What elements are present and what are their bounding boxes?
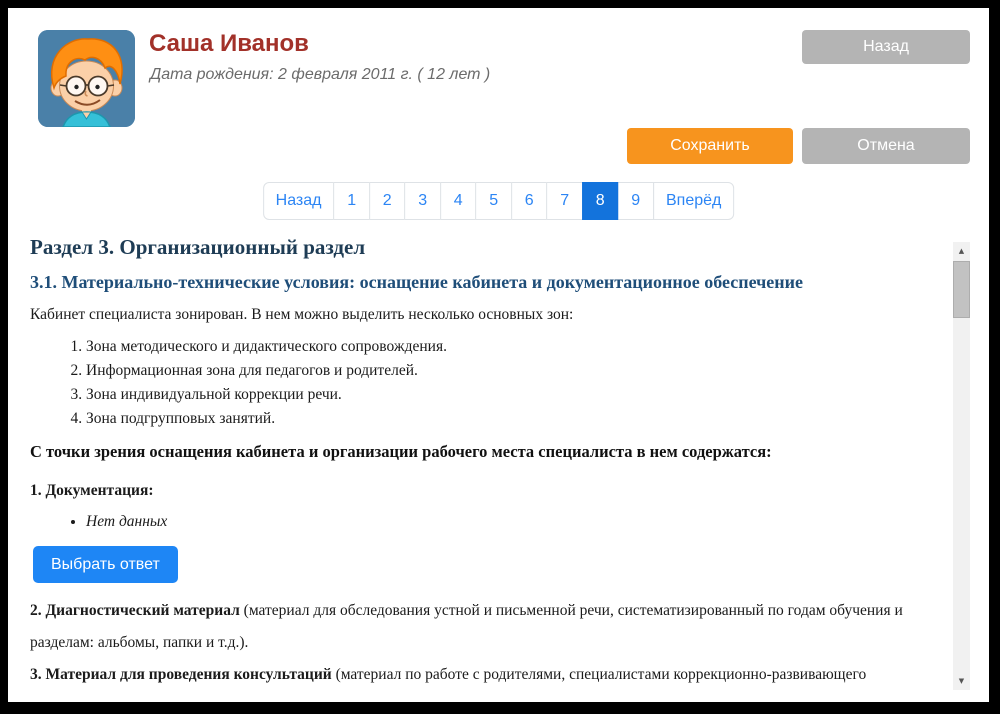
list-item: 1. Зона методического и дидактического сопровождения. [86, 335, 910, 359]
pagination-page-9[interactable]: 9 [617, 182, 654, 220]
item2-paragraph [30, 595, 942, 659]
item3-title: 3. Материал для проведения консультаций [30, 666, 332, 683]
pagination-next[interactable]: Вперёд [653, 182, 734, 220]
student-name: Саша Иванов [149, 30, 309, 57]
choose-answer-button[interactable]: Выбрать ответ [33, 546, 178, 583]
pagination-page-6[interactable]: 6 [511, 182, 548, 220]
student-birth-info: Дата рождения: 2 февраля 2011 г. ( 12 лет ) [150, 66, 491, 83]
scrollbar-thumb[interactable] [953, 261, 970, 318]
section-title: Раздел 3. Организационный раздел [30, 235, 366, 259]
pagination-page-5[interactable]: 5 [475, 182, 512, 220]
scrollbar[interactable] [953, 242, 970, 690]
app-window [8, 8, 989, 702]
item3-paragraph [30, 660, 942, 690]
save-button[interactable]: Сохранить [627, 128, 793, 164]
item2-title: 2. Диагностический материал [30, 602, 240, 619]
intro-paragraph: Кабинет специалиста зонирован. В нем можно выделить несколько основных зон: [30, 306, 574, 323]
document-scroll-area [8, 232, 989, 692]
zones-list [30, 335, 910, 431]
subsection-title: 3.1. Материально-технические условия: оснащение кабинета и документационное обеспечение [30, 272, 804, 292]
item3-text: (материал по работе с родителями, специалистами коррекционно-развивающего [331, 666, 867, 683]
scroll-up-arrow-icon[interactable]: ▲ [958, 247, 965, 255]
answer-list [30, 513, 910, 531]
pagination-page-7[interactable]: 7 [546, 182, 583, 220]
pagination-page-1[interactable]: 1 [333, 182, 370, 220]
pagination-prev[interactable]: Назад [263, 182, 335, 220]
boy-avatar-icon [38, 30, 135, 127]
back-button[interactable]: Назад [802, 30, 970, 64]
item2-text: (материал для обследования устной и письменной речи, систематизированный по годам обучения и разделам: альбомы, папки и т.д.). [30, 602, 903, 651]
list-item: 2. Информационная зона для педагогов и родителей. [86, 359, 910, 383]
no-data-value: • Нет данных [86, 513, 910, 531]
pagination-page-3[interactable]: 3 [404, 182, 441, 220]
scroll-down-arrow-icon[interactable]: ▼ [958, 677, 965, 685]
cancel-button[interactable]: Отмена [802, 128, 970, 164]
pagination-page-2[interactable]: 2 [369, 182, 406, 220]
statement-heading: С точки зрения оснащения кабинета и организации рабочего места специалиста в нем содержатся: [30, 442, 772, 461]
pagination [263, 182, 735, 220]
pagination-page-8-active[interactable]: 8 [582, 182, 619, 220]
list-item: 4. Зона подгрупповых занятий. [86, 407, 910, 431]
student-avatar [38, 30, 135, 127]
pagination-page-4[interactable]: 4 [440, 182, 477, 220]
item1-title: 1. Документация: [30, 482, 154, 499]
list-item: 3. Зона индивидуальной коррекции речи. [86, 383, 910, 407]
